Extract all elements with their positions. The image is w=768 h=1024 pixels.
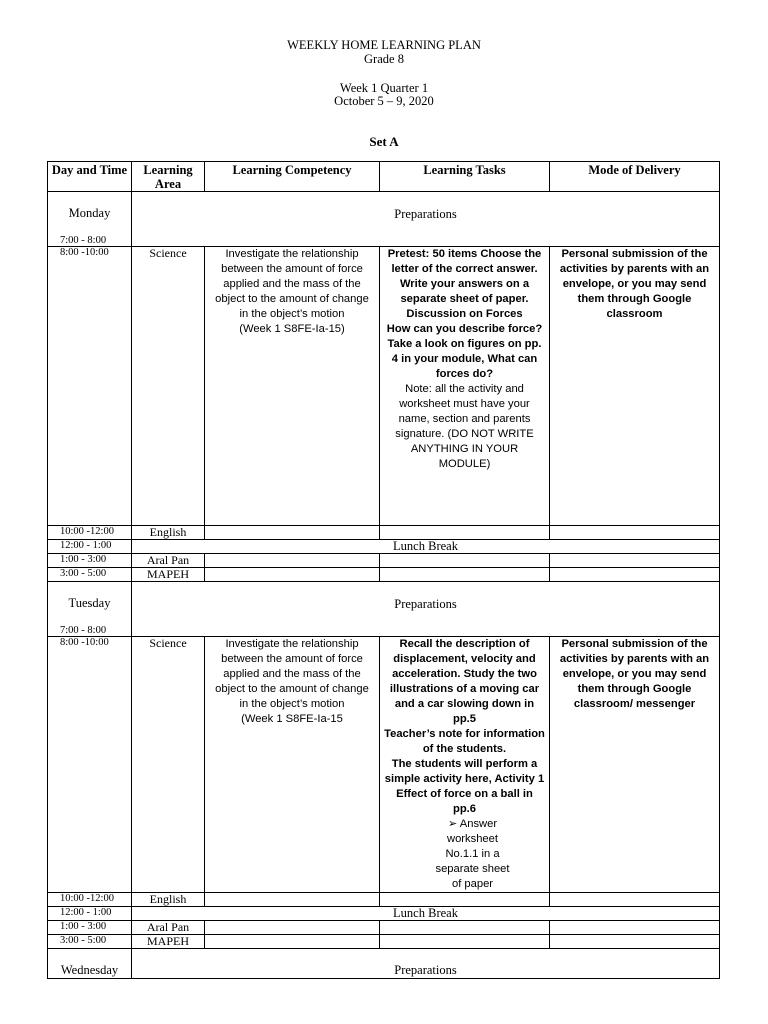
- time-label: 3:00 - 5:00: [48, 935, 132, 949]
- task-text: The students will perform a simple activity here, Activity 1 Effect of force on a ball in pp.6: [384, 758, 545, 815]
- empty-cell: [550, 568, 720, 582]
- column-header-delivery: Mode of Delivery: [550, 162, 720, 192]
- time-label: 1:00 - 3:00: [48, 921, 132, 935]
- time-label: 12:00 - 1:00: [48, 907, 132, 921]
- lunch-break: Lunch Break: [132, 907, 720, 921]
- empty-cell: [550, 935, 720, 949]
- task-bullet-item: [384, 817, 545, 892]
- empty-cell: [205, 893, 380, 907]
- learning-area: MAPEH: [132, 935, 205, 949]
- empty-cell: [380, 554, 550, 568]
- tasks-cell: [380, 637, 550, 893]
- table-row: [48, 907, 720, 921]
- empty-cell: [205, 568, 380, 582]
- time-label: 7:00 - 8:00: [60, 625, 107, 636]
- learning-area: Aral Pan: [132, 921, 205, 935]
- empty-cell: [205, 921, 380, 935]
- empty-cell: [205, 554, 380, 568]
- task-text: Pretest: 50 items Choose the letter of the correct answer. Write your answers on a separate sheet of paper.: [387, 248, 542, 305]
- day-name: Tuesday: [68, 596, 111, 610]
- learning-plan-table: [47, 161, 720, 979]
- empty-cell: [550, 554, 720, 568]
- task-text: How can you describe force? Take a look on figures on pp. 4 in your module, What can forces do?: [386, 323, 543, 380]
- time-label: 3:00 - 5:00: [48, 568, 132, 582]
- tasks-cell: [380, 247, 550, 526]
- column-header-competency: Learning Competency: [205, 162, 380, 192]
- column-header-tasks: Learning Tasks: [380, 162, 550, 192]
- day-cell: [48, 949, 132, 979]
- competency-text: Investigate the relationship between the amount of force applied and the mass of the object to the amount of change in the object’s motion: [215, 248, 369, 320]
- header-row: [48, 162, 720, 192]
- learning-area: Science: [132, 637, 205, 893]
- table-row: [48, 949, 720, 979]
- table-row: [48, 637, 720, 893]
- document-title: WEEKLY HOME LEARNING PLAN: [287, 38, 481, 52]
- table-row: [48, 540, 720, 554]
- date-range: October 5 – 9, 2020: [334, 94, 434, 108]
- time-label: 8:00 -10:00: [48, 637, 132, 893]
- table-row: [48, 582, 720, 637]
- empty-cell: [380, 568, 550, 582]
- empty-cell: [380, 893, 550, 907]
- delivery-cell: Personal submission of the activities by parents with an envelope, or you may send them through Google classroom/ messenger: [550, 637, 720, 893]
- empty-cell: [205, 935, 380, 949]
- competency-cell: [205, 637, 380, 893]
- empty-cell: [550, 526, 720, 540]
- empty-cell: [380, 935, 550, 949]
- day-name: Wednesday: [60, 963, 119, 977]
- table-row: [48, 554, 720, 568]
- learning-area: MAPEH: [132, 568, 205, 582]
- grade-label: Grade 8: [364, 52, 404, 66]
- task-text: Recall the description of displacement, velocity and acceleration. Study the two illustrations of a moving car and a car slowing down in pp.5: [389, 638, 540, 725]
- learning-area: Aral Pan: [132, 554, 205, 568]
- task-note: (DO NOT WRITE ANYTHING IN YOUR MODULE): [410, 428, 534, 470]
- empty-cell: [205, 526, 380, 540]
- preparations-cell: Preparations: [132, 582, 720, 637]
- time-label: 1:00 - 3:00: [48, 554, 132, 568]
- competency-cell: [205, 247, 380, 526]
- empty-cell: [550, 921, 720, 935]
- set-label: Set A: [369, 134, 399, 149]
- time-label: 12:00 - 1:00: [48, 540, 132, 554]
- day-name: Monday: [68, 206, 111, 220]
- competency-code: (Week 1 S8FE-Ia-15): [239, 323, 345, 335]
- learning-area: English: [132, 893, 205, 907]
- competency-code: (Week 1 S8FE-Ia-15: [241, 713, 343, 725]
- time-label: 8:00 -10:00: [48, 247, 132, 526]
- empty-cell: [380, 526, 550, 540]
- day-cell: [48, 582, 132, 637]
- task-text: Answer worksheet No.1.1 in a separate sheet of paper: [435, 818, 510, 890]
- competency-text: Investigate the relationship between the amount of force applied and the mass of the object to the amount of change in the object’s motion: [215, 638, 369, 710]
- time-label: 10:00 -12:00: [48, 893, 132, 907]
- table-row: [48, 935, 720, 949]
- week-label: Week 1 Quarter 1: [339, 81, 429, 95]
- task-note: Note: all the activity and worksheet must have your name, section and parents signature.: [395, 383, 531, 440]
- table-row: [48, 192, 720, 247]
- empty-cell: [380, 921, 550, 935]
- column-header-learning-area: Learning Area: [132, 162, 205, 192]
- day-cell: [48, 192, 132, 247]
- task-text: Teacher’s note for information of the students.: [384, 728, 545, 755]
- preparations-cell: Preparations: [132, 949, 720, 979]
- empty-cell: [550, 893, 720, 907]
- bullet-arrow-icon: ➢: [447, 818, 458, 830]
- table-row: [48, 526, 720, 540]
- time-label: 10:00 -12:00: [48, 526, 132, 540]
- time-label: 7:00 - 8:00: [60, 235, 107, 246]
- table-row: [48, 247, 720, 526]
- learning-area: English: [132, 526, 205, 540]
- learning-area: Science: [132, 247, 205, 526]
- preparations-cell: Preparations: [132, 192, 720, 247]
- column-header-day-time: Day and Time: [48, 162, 132, 192]
- task-text: Discussion on Forces: [406, 308, 523, 320]
- table-row: [48, 893, 720, 907]
- table-row: [48, 921, 720, 935]
- table-row: [48, 568, 720, 582]
- delivery-cell: Personal submission of the activities by parents with an envelope, or you may send them through Google classroom: [550, 247, 720, 526]
- lunch-break: Lunch Break: [132, 540, 720, 554]
